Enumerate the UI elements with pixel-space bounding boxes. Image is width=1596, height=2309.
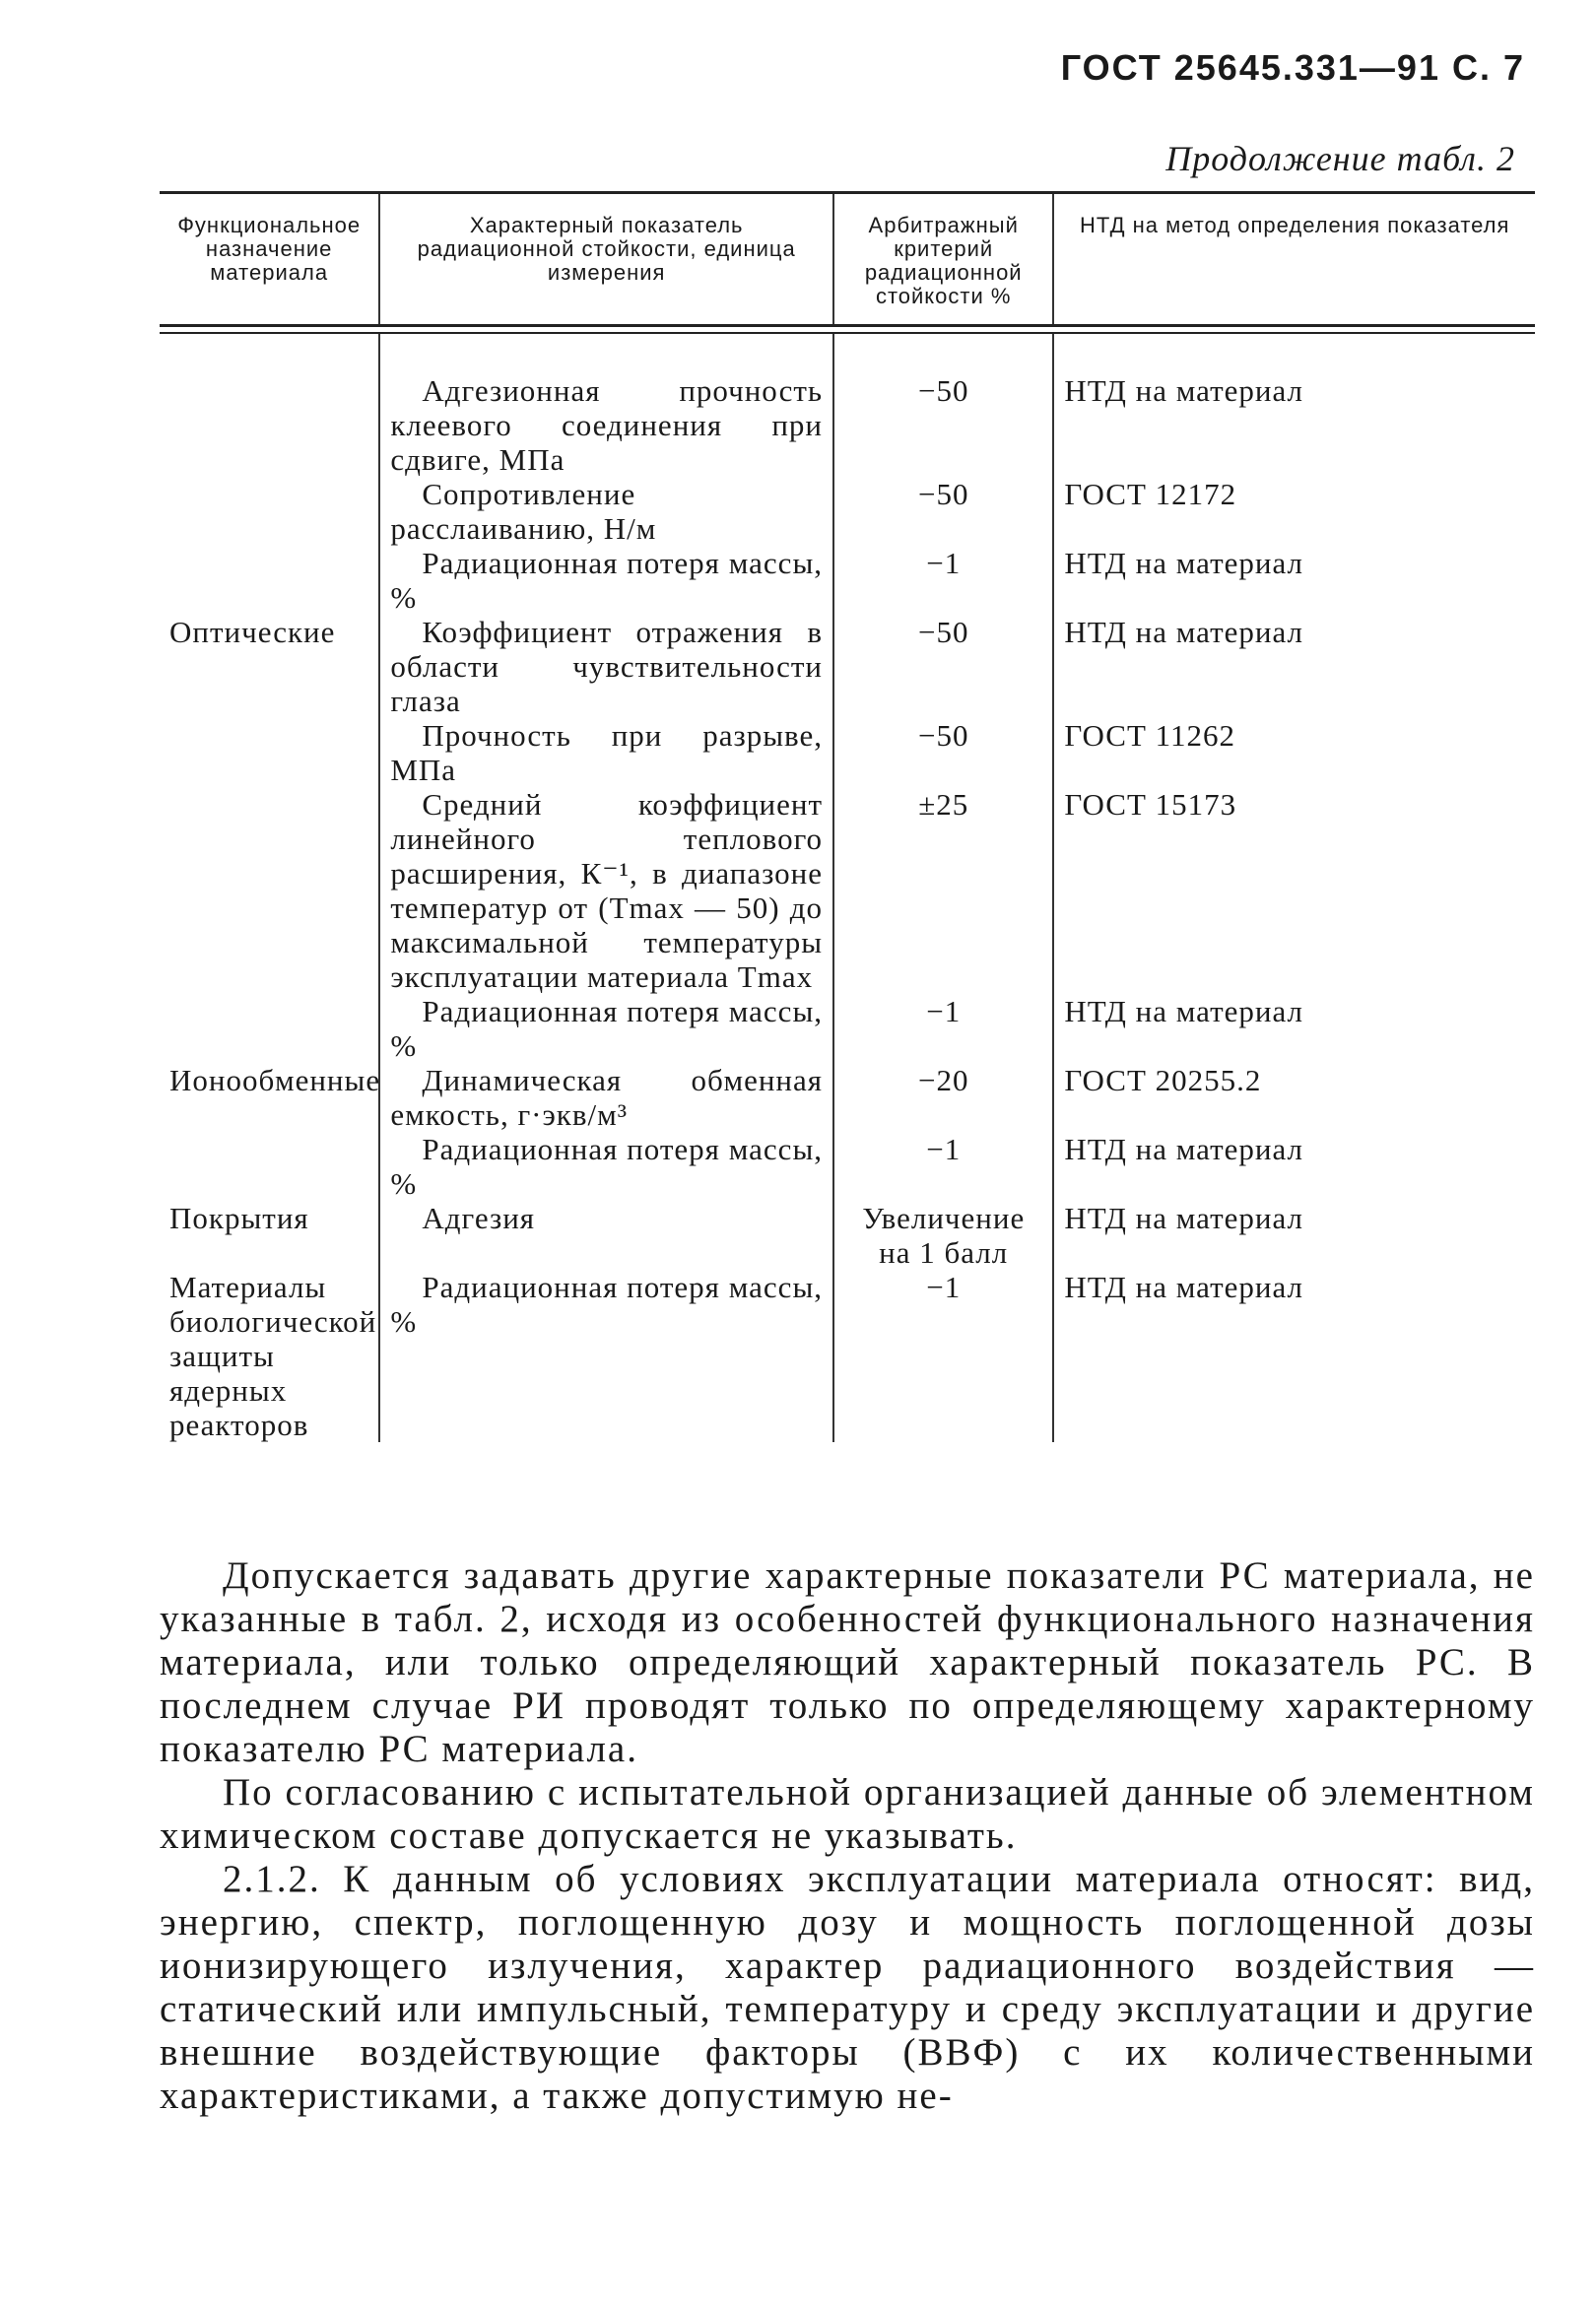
cell-function: Материалы биологической защиты ядерных реакторов: [169, 1270, 377, 1442]
table-continuation-label: Продолжение табл. 2: [1165, 139, 1515, 178]
cell-function: [160, 1132, 379, 1201]
cell-function: [160, 334, 379, 477]
table-row: [160, 1063, 1535, 1132]
cell-function: [160, 994, 379, 1063]
cell-criterion: −50: [833, 615, 1053, 718]
table-row: [160, 334, 1535, 477]
table-body: [160, 334, 1535, 1442]
cell-characteristic: Сопротивление расслаиванию, Н/м: [379, 477, 833, 546]
table-row: [160, 1132, 1535, 1201]
table-row: [160, 546, 1535, 615]
cell-ntd: НТД на материал: [1053, 546, 1535, 615]
cell-ntd: НТД на материал: [1053, 1132, 1535, 1201]
paragraph: Допускается задавать другие характерные показатели РС материала, не указанные в табл. 2, исходя из особенностей функционального назначения материала, или только определяющий характерный показатель РС. В последнем случае РИ проводят только по определяющему характерному показателю РС материала.: [160, 1554, 1535, 1770]
cell-characteristic: Радиационная потеря массы, %: [379, 1270, 833, 1442]
table-row: [160, 477, 1535, 546]
cell-criterion: −20: [833, 1063, 1053, 1132]
table-row: [160, 615, 1535, 718]
cell-criterion: −1: [833, 546, 1053, 615]
cell-criterion: Увеличение на 1 балл: [833, 1201, 1053, 1270]
cell-function: Покрытия: [169, 1201, 309, 1235]
cell-characteristic: Адгезионная прочность клеевого соединения при сдвиге, МПа: [379, 334, 833, 477]
cell-characteristic: Динамическая обменная емкость, г·экв/м³: [379, 1063, 833, 1132]
cell-criterion: −50: [833, 334, 1053, 477]
cell-function: Ионообменные: [169, 1063, 381, 1097]
cell-function: [160, 546, 379, 615]
cell-criterion: −1: [833, 1132, 1053, 1201]
body-text: [160, 1554, 1535, 2118]
table-row: [160, 1270, 1535, 1442]
cell-ntd: ГОСТ 12172: [1053, 477, 1535, 546]
cell-ntd: НТД на материал: [1053, 615, 1535, 718]
cell-ntd: ГОСТ 11262: [1053, 718, 1535, 787]
table-row: [160, 1201, 1535, 1270]
cell-function: [160, 477, 379, 546]
table-header-row: [160, 194, 1535, 324]
cell-criterion: ±25: [833, 787, 1053, 994]
header-rule-1: [160, 324, 1535, 327]
cell-characteristic: Средний коэффициент линейного теплового расширения, К⁻¹, в диапазоне температур от (Tmax — 50) до максимальной температуры эксплуатации материала Tmax: [379, 787, 833, 994]
cell-ntd: НТД на материал: [1053, 994, 1535, 1063]
cell-characteristic: Радиационная потеря массы, %: [379, 1132, 833, 1201]
paragraph: 2.1.2. К данным об условиях эксплуатации материала относят: вид, энергию, спектр, поглощенную дозу и мощность поглощенной дозы ионизирующего излучения, характер радиационного воздействия — статический или импульсный, температуру и среду эксплуатации и другие внешние воздействующие факторы (ВВФ) с их количественными характеристиками, а также допустимую не-: [160, 1858, 1535, 2117]
cell-characteristic: Радиационная потеря массы, %: [379, 546, 833, 615]
cell-ntd: НТД на материал: [1053, 1201, 1535, 1270]
column-header-characteristic: Характерный показатель радиационной стойкости, единица измерения: [379, 194, 833, 324]
column-header-ntd: НТД на метод определения показателя: [1053, 194, 1535, 324]
radiation-resistance-table: [160, 194, 1535, 1442]
cell-criterion: −1: [833, 994, 1053, 1063]
cell-criterion: −50: [833, 477, 1053, 546]
cell-ntd: НТД на материал: [1053, 334, 1535, 477]
cell-characteristic: Радиационная потеря массы, %: [379, 994, 833, 1063]
cell-criterion: −1: [833, 1270, 1053, 1442]
cell-characteristic: Коэффициент отражения в области чувствительности глаза: [379, 615, 833, 718]
column-header-function: Функциональное назначение материала: [177, 213, 362, 285]
cell-ntd: НТД на материал: [1053, 1270, 1535, 1442]
table-row: [160, 718, 1535, 787]
column-header-criterion: Арбитражный критерий радиационной стойкости %: [833, 194, 1053, 324]
cell-function: Оптические: [169, 615, 336, 649]
cell-characteristic: Адгезия: [379, 1201, 833, 1270]
table-row: [160, 994, 1535, 1063]
cell-function: [160, 718, 379, 787]
table-2-continuation: [160, 191, 1535, 1442]
cell-ntd: ГОСТ 15173: [1053, 787, 1535, 994]
cell-function: [160, 787, 379, 994]
cell-criterion: −50: [833, 718, 1053, 787]
cell-ntd: ГОСТ 20255.2: [1053, 1063, 1535, 1132]
paragraph: По согласованию с испытательной организацией данные об элементном химическом составе допускается не указывать.: [160, 1771, 1535, 1857]
page-header-standard: ГОСТ 25645.331—91 С. 7: [1060, 47, 1525, 88]
table-row: [160, 787, 1535, 994]
cell-characteristic: Прочность при разрыве, МПа: [379, 718, 833, 787]
